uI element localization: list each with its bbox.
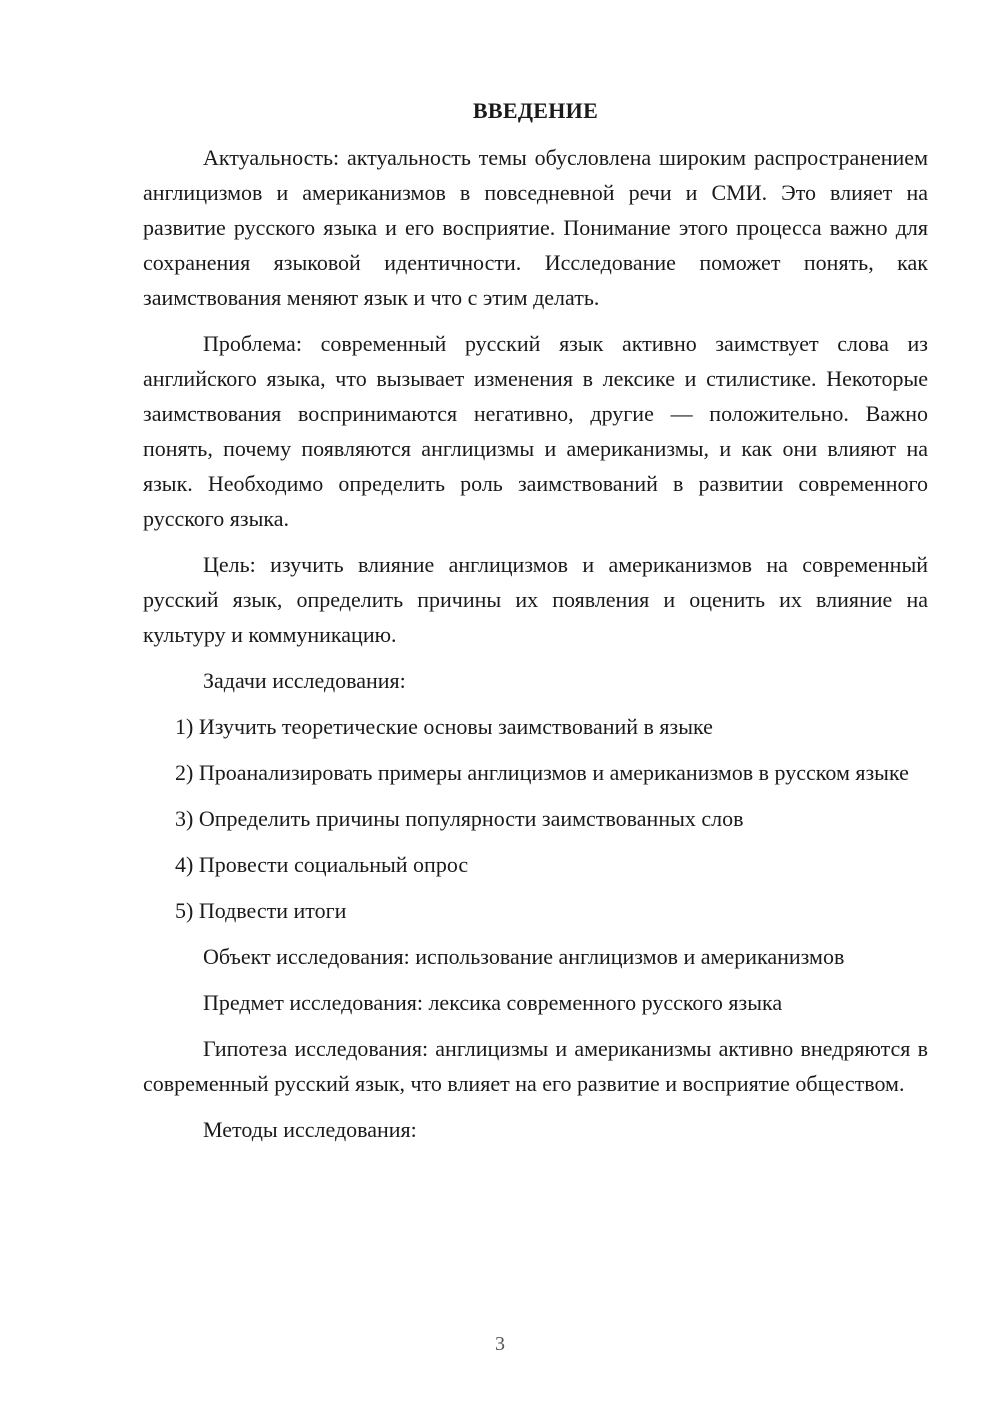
- paragraph-goal: Цель: изучить влияние англицизмов и американизмов на современный русский язык, определить причины их появления и оценить их влияние на культуру и коммуникацию.: [143, 552, 928, 647]
- paragraph-subject: Предмет исследования: лексика современного русского языка: [203, 990, 783, 1015]
- section-title: ВВЕДЕНИЕ: [472, 98, 599, 123]
- page-number: 3: [495, 1333, 505, 1355]
- task-item: 3) Определить причины популярности заимствованных слов: [175, 806, 744, 831]
- page-content: [143, 96, 928, 1158]
- paragraph-relevance: Актуальность: актуальность темы обусловлена широким распространением англицизмов и американизмов в повседневной речи и СМИ. Это влияет на развитие русского языка и его восприятие. Понимание этого процесса важно для сохранения языковой идентичности. Исследование поможет понять, как заимствования меняют язык и что с этим делать.: [143, 145, 928, 310]
- paragraph-hypothesis: Гипотеза исследования: англицизмы и американизмы активно внедряются в современный русский язык, что влияет на его развитие и восприятие обществом.: [143, 1036, 928, 1096]
- task-item: 1) Изучить теоретические основы заимствований в языке: [175, 714, 713, 739]
- task-item: 5) Подвести итоги: [175, 898, 347, 923]
- paragraph-tasks-heading: Задачи исследования:: [203, 668, 406, 693]
- task-item: 2) Проанализировать примеры англицизмов и американизмов в русском языке: [175, 760, 909, 785]
- task-item: 4) Провести социальный опрос: [175, 852, 469, 877]
- paragraph-object: Объект исследования: использование англицизмов и американизмов: [203, 944, 845, 969]
- paragraph-problem: Проблема: современный русский язык активно заимствует слова из английского языка, что вызывает изменения в лексике и стилистике. Некоторые заимствования воспринимаются негативно, другие — положительно. Важно понять, почему появляются англицизмы и американизмы, и как они влияют на язык. Необходимо определить роль заимствований в развитии современного русского языка.: [143, 331, 928, 531]
- paragraph-methods: Методы исследования:: [203, 1117, 417, 1142]
